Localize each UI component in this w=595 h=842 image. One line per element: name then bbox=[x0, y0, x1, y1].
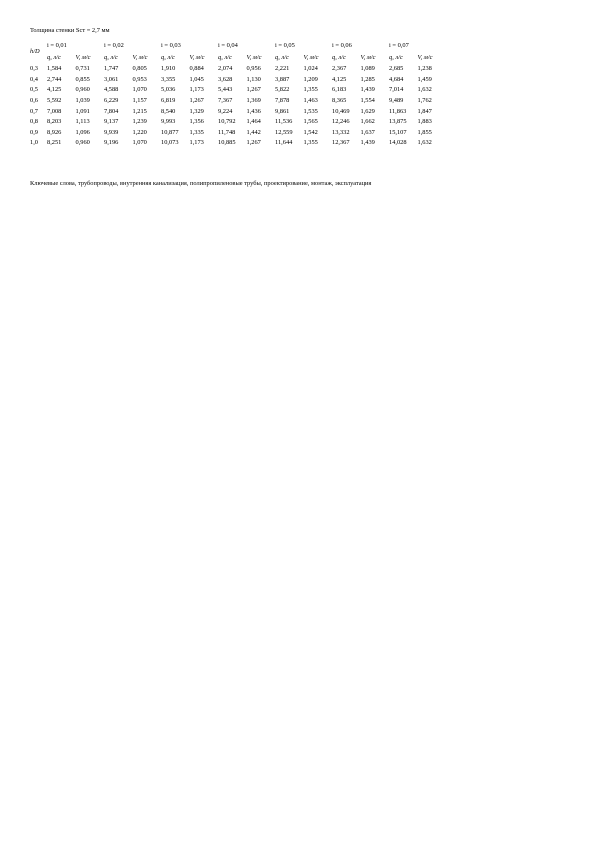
flow-rate-cell: 5,822 bbox=[275, 86, 290, 94]
flow-rate-cell: 3,355 bbox=[161, 75, 176, 83]
velocity-cell: 1,355 bbox=[303, 86, 318, 94]
flow-rate-cell: 9,224 bbox=[218, 107, 233, 115]
flow-rate-cell: 10,792 bbox=[218, 118, 236, 126]
flow-rate-cell: 2,221 bbox=[275, 65, 290, 73]
row-label: 1,0 bbox=[30, 139, 38, 147]
velocity-cell: 1,239 bbox=[132, 118, 147, 126]
flow-rate-cell: 7,008 bbox=[47, 107, 62, 115]
flow-rate-cell: 1,747 bbox=[104, 65, 119, 73]
q-header: q, л/с bbox=[389, 54, 403, 61]
group-header: i = 0,05 bbox=[275, 42, 295, 49]
flow-rate-cell: 8,926 bbox=[47, 128, 62, 136]
flow-rate-cell: 6,183 bbox=[332, 86, 347, 94]
velocity-cell: 1,267 bbox=[246, 86, 261, 94]
flow-rate-cell: 2,367 bbox=[332, 65, 347, 73]
velocity-cell: 1,762 bbox=[417, 97, 432, 105]
flow-rate-cell: 11,748 bbox=[218, 128, 236, 136]
velocity-cell: 1,209 bbox=[303, 75, 318, 83]
flow-rate-cell: 11,644 bbox=[275, 139, 293, 147]
flow-rate-cell: 6,819 bbox=[161, 97, 176, 105]
velocity-cell: 1,356 bbox=[189, 118, 204, 126]
q-header: q, л/с bbox=[218, 54, 232, 61]
group-header: i = 0,06 bbox=[332, 42, 352, 49]
velocity-cell: 0,960 bbox=[75, 86, 90, 94]
q-header: q, л/с bbox=[161, 54, 175, 61]
velocity-cell: 0,960 bbox=[75, 139, 90, 147]
velocity-cell: 1,442 bbox=[246, 128, 261, 136]
table-row bbox=[30, 117, 446, 128]
velocity-cell: 1,039 bbox=[75, 97, 90, 105]
sub-header-row bbox=[30, 52, 446, 64]
hydraulic-table bbox=[30, 40, 446, 149]
page-heading: Толщина стенки Scт = 2,7 мм bbox=[30, 27, 110, 34]
flow-rate-cell: 9,861 bbox=[275, 107, 290, 115]
flow-rate-cell: 10,073 bbox=[161, 139, 179, 147]
flow-rate-cell: 11,863 bbox=[389, 107, 407, 115]
velocity-cell: 1,632 bbox=[417, 139, 432, 147]
row-label: 0,5 bbox=[30, 86, 38, 94]
velocity-cell: 1,629 bbox=[360, 107, 375, 115]
flow-rate-cell: 4,125 bbox=[332, 75, 347, 83]
table-row bbox=[30, 85, 446, 96]
velocity-cell: 1,637 bbox=[360, 128, 375, 136]
velocity-cell: 1,542 bbox=[303, 128, 318, 136]
velocity-cell: 1,024 bbox=[303, 65, 318, 73]
group-header: i = 0,04 bbox=[218, 42, 238, 49]
v-header: V, м/с bbox=[303, 54, 319, 61]
flow-rate-cell: 9,137 bbox=[104, 118, 119, 126]
group-header: i = 0,02 bbox=[104, 42, 124, 49]
flow-rate-cell: 3,061 bbox=[104, 75, 119, 83]
velocity-cell: 1,463 bbox=[303, 97, 318, 105]
velocity-cell: 1,369 bbox=[246, 97, 261, 105]
velocity-cell: 1,855 bbox=[417, 128, 432, 136]
velocity-cell: 1,632 bbox=[417, 86, 432, 94]
v-header: V, м/с bbox=[132, 54, 148, 61]
table-body bbox=[30, 64, 446, 149]
flow-rate-cell: 8,540 bbox=[161, 107, 176, 115]
group-header-row bbox=[30, 40, 446, 52]
velocity-cell: 1,565 bbox=[303, 118, 318, 126]
flow-rate-cell: 3,628 bbox=[218, 75, 233, 83]
flow-rate-cell: 1,910 bbox=[161, 65, 176, 73]
velocity-cell: 0,731 bbox=[75, 65, 90, 73]
flow-rate-cell: 9,993 bbox=[161, 118, 176, 126]
row-label: 0,6 bbox=[30, 97, 38, 105]
flow-rate-cell: 3,887 bbox=[275, 75, 290, 83]
flow-rate-cell: 1,584 bbox=[47, 65, 62, 73]
flow-rate-cell: 10,885 bbox=[218, 139, 236, 147]
velocity-cell: 1,535 bbox=[303, 107, 318, 115]
velocity-cell: 1,662 bbox=[360, 118, 375, 126]
velocity-cell: 1,285 bbox=[360, 75, 375, 83]
flow-rate-cell: 8,203 bbox=[47, 118, 62, 126]
flow-rate-cell: 6,229 bbox=[104, 97, 119, 105]
flow-rate-cell: 11,536 bbox=[275, 118, 293, 126]
velocity-cell: 1,070 bbox=[132, 139, 147, 147]
v-header: V, м/с bbox=[246, 54, 262, 61]
flow-rate-cell: 9,939 bbox=[104, 128, 119, 136]
velocity-cell: 0,953 bbox=[132, 75, 147, 83]
flow-rate-cell: 12,367 bbox=[332, 139, 350, 147]
flow-rate-cell: 8,251 bbox=[47, 139, 62, 147]
flow-rate-cell: 13,875 bbox=[389, 118, 407, 126]
flow-rate-cell: 4,125 bbox=[47, 86, 62, 94]
velocity-cell: 1,464 bbox=[246, 118, 261, 126]
flow-rate-cell: 5,036 bbox=[161, 86, 176, 94]
flow-rate-cell: 15,107 bbox=[389, 128, 407, 136]
velocity-cell: 1,439 bbox=[360, 139, 375, 147]
table-row bbox=[30, 106, 446, 117]
velocity-cell: 1,113 bbox=[75, 118, 90, 126]
v-header: V, м/с bbox=[75, 54, 91, 61]
row-label: 0,4 bbox=[30, 75, 38, 83]
velocity-cell: 1,091 bbox=[75, 107, 90, 115]
flow-rate-cell: 2,685 bbox=[389, 65, 404, 73]
q-header: q, л/с bbox=[47, 54, 61, 61]
flow-rate-cell: 7,804 bbox=[104, 107, 119, 115]
row-label: 0,9 bbox=[30, 128, 38, 136]
flow-rate-cell: 5,592 bbox=[47, 97, 62, 105]
velocity-cell: 1,267 bbox=[189, 97, 204, 105]
velocity-cell: 1,329 bbox=[189, 107, 204, 115]
velocity-cell: 1,173 bbox=[189, 86, 204, 94]
velocity-cell: 1,847 bbox=[417, 107, 432, 115]
group-header: i = 0,07 bbox=[389, 42, 409, 49]
velocity-cell: 1,220 bbox=[132, 128, 147, 136]
flow-rate-cell: 13,332 bbox=[332, 128, 350, 136]
table-row bbox=[30, 138, 446, 149]
flow-rate-cell: 7,014 bbox=[389, 86, 404, 94]
q-header: q, л/с bbox=[104, 54, 118, 61]
flow-rate-cell: 8,365 bbox=[332, 97, 347, 105]
velocity-cell: 1,096 bbox=[75, 128, 90, 136]
velocity-cell: 1,238 bbox=[417, 65, 432, 73]
velocity-cell: 1,335 bbox=[189, 128, 204, 136]
velocity-cell: 1,157 bbox=[132, 97, 147, 105]
table-row bbox=[30, 128, 446, 139]
velocity-cell: 1,436 bbox=[246, 107, 261, 115]
velocity-cell: 1,439 bbox=[360, 86, 375, 94]
flow-rate-cell: 5,443 bbox=[218, 86, 233, 94]
flow-rate-cell: 2,074 bbox=[218, 65, 233, 73]
velocity-cell: 1,130 bbox=[246, 75, 261, 83]
velocity-cell: 1,070 bbox=[132, 86, 147, 94]
velocity-cell: 0,884 bbox=[189, 65, 204, 73]
table-row bbox=[30, 75, 446, 86]
velocity-cell: 1,089 bbox=[360, 65, 375, 73]
flow-rate-cell: 12,559 bbox=[275, 128, 293, 136]
flow-rate-cell: 12,246 bbox=[332, 118, 350, 126]
flow-rate-cell: 10,469 bbox=[332, 107, 350, 115]
v-header: V, м/с bbox=[189, 54, 205, 61]
velocity-cell: 0,805 bbox=[132, 65, 147, 73]
row-label: 0,3 bbox=[30, 65, 38, 73]
velocity-cell: 1,173 bbox=[189, 139, 204, 147]
velocity-cell: 1,459 bbox=[417, 75, 432, 83]
velocity-cell: 1,215 bbox=[132, 107, 147, 115]
flow-rate-cell: 14,028 bbox=[389, 139, 407, 147]
velocity-cell: 1,355 bbox=[303, 139, 318, 147]
flow-rate-cell: 7,367 bbox=[218, 97, 233, 105]
velocity-cell: 1,883 bbox=[417, 118, 432, 126]
table-row bbox=[30, 96, 446, 107]
row-label: 0,8 bbox=[30, 118, 38, 126]
flow-rate-cell: 9,489 bbox=[389, 97, 404, 105]
velocity-cell: 1,554 bbox=[360, 97, 375, 105]
keywords-line: Ключевые слова, трубопроводы, внутренняя канализация, полипропиленовые трубы, проектирование, монтаж, эксплуатация bbox=[30, 180, 372, 187]
group-header: i = 0,03 bbox=[161, 42, 181, 49]
flow-rate-cell: 10,877 bbox=[161, 128, 179, 136]
q-header: q, л/с bbox=[332, 54, 346, 61]
velocity-cell: 0,956 bbox=[246, 65, 261, 73]
velocity-cell: 0,855 bbox=[75, 75, 90, 83]
table-row bbox=[30, 64, 446, 75]
velocity-cell: 1,267 bbox=[246, 139, 261, 147]
v-header: V, м/с bbox=[417, 54, 433, 61]
q-header: q, л/с bbox=[275, 54, 289, 61]
flow-rate-cell: 7,878 bbox=[275, 97, 290, 105]
group-header: i = 0,01 bbox=[47, 42, 67, 49]
row-label: 0,7 bbox=[30, 107, 38, 115]
velocity-cell: 1,045 bbox=[189, 75, 204, 83]
v-header: V, м/с bbox=[360, 54, 376, 61]
flow-rate-cell: 9,196 bbox=[104, 139, 119, 147]
flow-rate-cell: 4,684 bbox=[389, 75, 404, 83]
row-label-header: h/D bbox=[30, 48, 40, 55]
flow-rate-cell: 4,588 bbox=[104, 86, 119, 94]
flow-rate-cell: 2,744 bbox=[47, 75, 62, 83]
